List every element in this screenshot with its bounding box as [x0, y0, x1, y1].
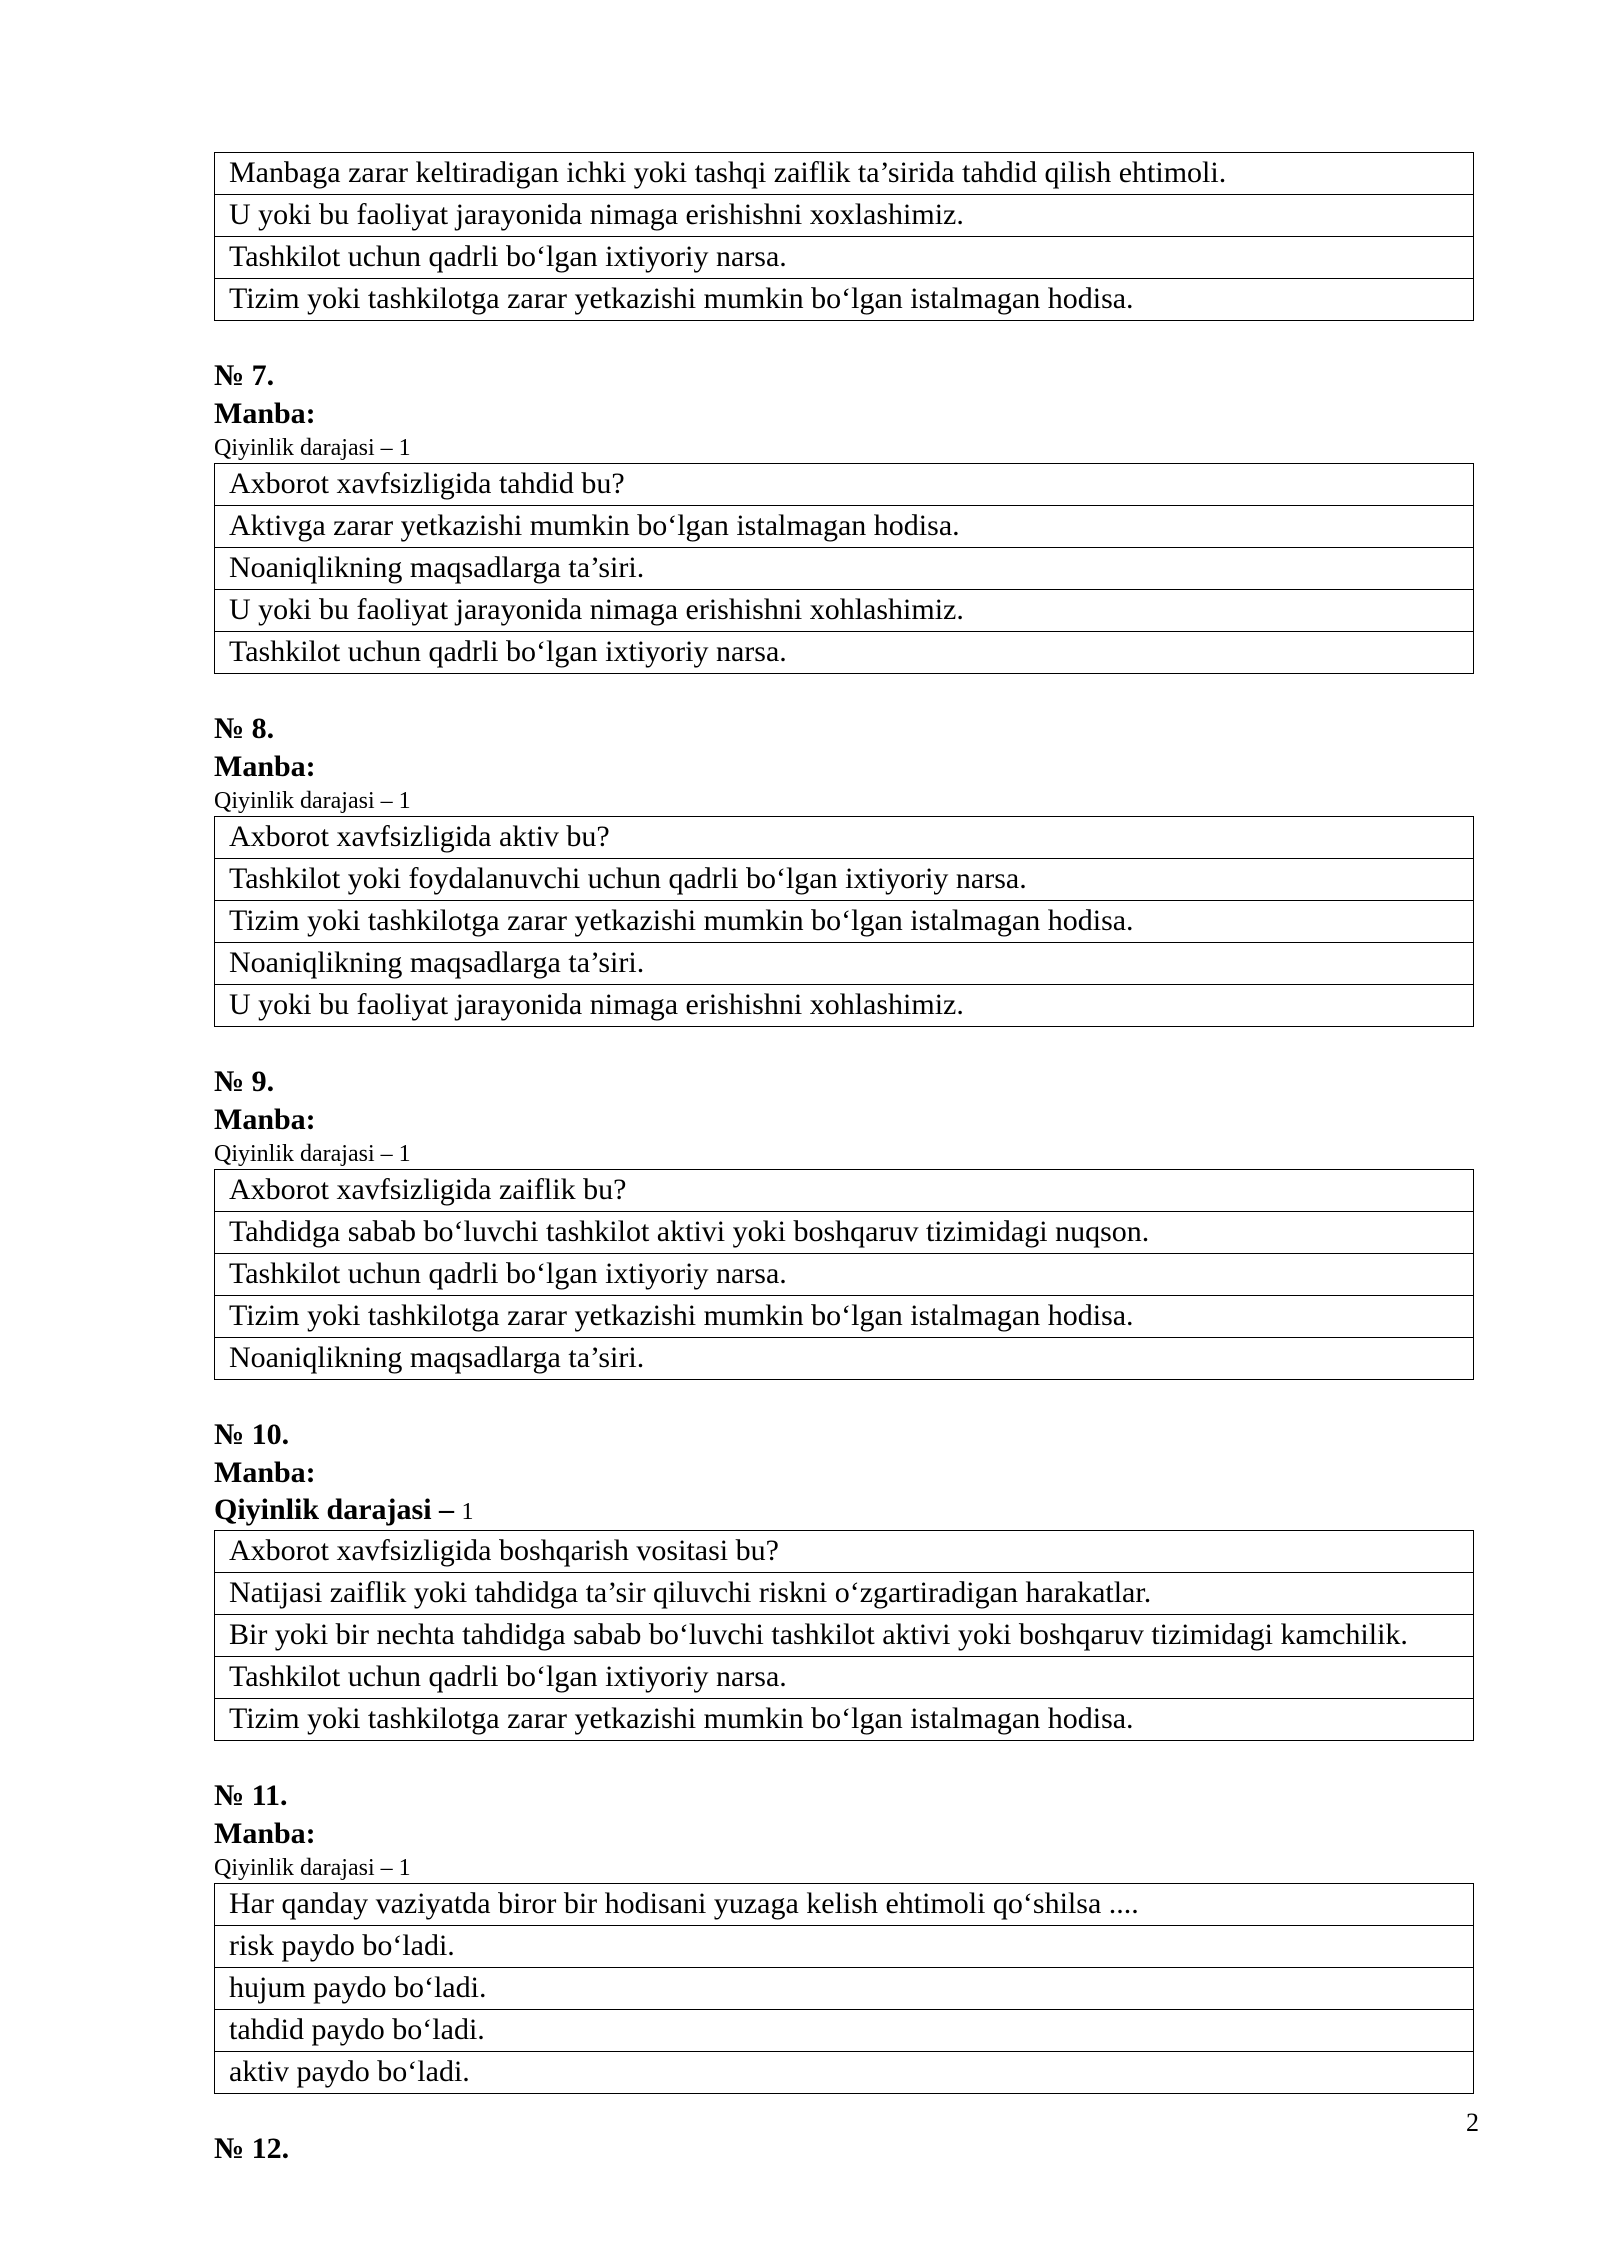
answer-table [214, 463, 1474, 674]
answer-option: Manbaga zarar keltiradigan ichki yoki tashqi zaiflik ta’sirida tahdid qilish ehtimoli. [215, 153, 1474, 195]
difficulty-value: 1 [398, 788, 411, 814]
question-number: № 10. [214, 1418, 290, 1451]
answer-table-prev [214, 152, 1474, 321]
table-row [215, 506, 1474, 548]
question-text: Axborot xavfsizligida tahdid bu? [215, 464, 1474, 506]
table-row [215, 859, 1474, 901]
table-row [215, 1296, 1474, 1338]
table-row [215, 548, 1474, 590]
difficulty-level [214, 1139, 1474, 1169]
difficulty-value: 1 [461, 1499, 474, 1525]
answer-table [214, 816, 1474, 1027]
answer-option: Tizim yoki tashkilotga zarar yetkazishi mumkin bo‘lgan istalmagan hodisa. [215, 1296, 1474, 1338]
answer-option: Tashkilot uchun qadrli bo‘lgan ixtiyoriy narsa. [215, 632, 1474, 674]
question-11 [214, 1777, 1474, 2094]
answer-table [214, 1883, 1474, 2094]
answer-option: hujum paydo bo‘ladi. [215, 1968, 1474, 2010]
table-row [215, 1884, 1474, 1926]
table-row [215, 1657, 1474, 1699]
answer-option: U yoki bu faoliyat jarayonida nimaga erishishni xoxlashimiz. [215, 195, 1474, 237]
difficulty-label: Qiyinlik darajasi – [214, 1141, 393, 1167]
question-number: № 7. [214, 359, 275, 392]
answer-option: U yoki bu faoliyat jarayonida nimaga erishishni xohlashimiz. [215, 590, 1474, 632]
difficulty-level [214, 1492, 1474, 1530]
question-8 [214, 710, 1474, 1027]
answer-option: Natijasi zaiflik yoki tahdidga ta’sir qiluvchi riskni o‘zgartiradigan harakatlar. [215, 1573, 1474, 1615]
table-row [215, 817, 1474, 859]
table-row [215, 195, 1474, 237]
question-source: Manba: [214, 397, 316, 430]
question-9 [214, 1063, 1474, 1380]
table-row [215, 985, 1474, 1027]
difficulty-level [214, 786, 1474, 816]
table-row [215, 1926, 1474, 1968]
table-row [215, 2052, 1474, 2094]
answer-option: tahdid paydo bo‘ladi. [215, 2010, 1474, 2052]
answer-option: U yoki bu faoliyat jarayonida nimaga erishishni xohlashimiz. [215, 985, 1474, 1027]
question-text: Har qanday vaziyatda biror bir hodisani yuzaga kelish ehtimoli qo‘shilsa .... [215, 1884, 1474, 1926]
table-row [215, 237, 1474, 279]
answer-option: Bir yoki bir nechta tahdidga sabab bo‘luvchi tashkilot aktivi yoki boshqaruv tizimidagi kamchilik. [215, 1615, 1474, 1657]
answer-option: Noaniqlikning maqsadlarga ta’siri. [215, 548, 1474, 590]
question-number: № 12. [214, 2132, 290, 2165]
table-row [215, 632, 1474, 674]
table-row [215, 1212, 1474, 1254]
question-source: Manba: [214, 750, 316, 783]
difficulty-label: Qiyinlik darajasi – [214, 788, 393, 814]
answer-option: risk paydo bo‘ladi. [215, 1926, 1474, 1968]
difficulty-label: Qiyinlik darajasi – [214, 1855, 393, 1881]
answer-option: Aktivga zarar yetkazishi mumkin bo‘lgan istalmagan hodisa. [215, 506, 1474, 548]
question-text: Axborot xavfsizligida aktiv bu? [215, 817, 1474, 859]
table-row [215, 2010, 1474, 2052]
difficulty-value: 1 [398, 435, 411, 461]
answer-option: Tashkilot uchun qadrli bo‘lgan ixtiyoriy narsa. [215, 1657, 1474, 1699]
table-row [215, 1968, 1474, 2010]
question-7 [214, 357, 1474, 674]
table-row [215, 1254, 1474, 1296]
question-number: № 11. [214, 1779, 288, 1812]
answer-option: Tizim yoki tashkilotga zarar yetkazishi mumkin bo‘lgan istalmagan hodisa. [215, 901, 1474, 943]
table-row [215, 1699, 1474, 1741]
question-10 [214, 1416, 1474, 1741]
table-row [215, 943, 1474, 985]
answer-option: Tashkilot yoki foydalanuvchi uchun qadrli bo‘lgan ixtiyoriy narsa. [215, 859, 1474, 901]
question-text: Axborot xavfsizligida zaiflik bu? [215, 1170, 1474, 1212]
answer-table [214, 1169, 1474, 1380]
answer-option: aktiv paydo bo‘ladi. [215, 2052, 1474, 2094]
table-row [215, 1531, 1474, 1573]
table-row [215, 279, 1474, 321]
table-row [215, 901, 1474, 943]
table-row [215, 590, 1474, 632]
difficulty-value: 1 [398, 1855, 411, 1881]
table-row [215, 153, 1474, 195]
difficulty-level [214, 1853, 1474, 1883]
question-source: Manba: [214, 1103, 316, 1136]
question-number: № 9. [214, 1065, 275, 1098]
difficulty-level [214, 433, 1474, 463]
difficulty-label: Qiyinlik darajasi – [214, 1493, 455, 1526]
answer-option: Noaniqlikning maqsadlarga ta’siri. [215, 1338, 1474, 1380]
answer-option: Tizim yoki tashkilotga zarar yetkazishi mumkin bo‘lgan istalmagan hodisa. [215, 279, 1474, 321]
table-row [215, 464, 1474, 506]
answer-table [214, 1530, 1474, 1741]
page-number: 2 [1466, 2108, 1479, 2137]
difficulty-label: Qiyinlik darajasi – [214, 435, 393, 461]
difficulty-value: 1 [398, 1141, 411, 1167]
question-number: № 8. [214, 712, 275, 745]
answer-option: Tahdidga sabab bo‘luvchi tashkilot aktivi yoki boshqaruv tizimidagi nuqson. [215, 1212, 1474, 1254]
table-row [215, 1573, 1474, 1615]
answer-option: Tashkilot uchun qadrli bo‘lgan ixtiyoriy narsa. [215, 1254, 1474, 1296]
answer-option: Tashkilot uchun qadrli bo‘lgan ixtiyoriy narsa. [215, 237, 1474, 279]
question-12 [214, 2130, 1474, 2168]
answer-option: Noaniqlikning maqsadlarga ta’siri. [215, 943, 1474, 985]
table-row [215, 1170, 1474, 1212]
question-text: Axborot xavfsizligida boshqarish vositasi bu? [215, 1531, 1474, 1573]
question-source: Manba: [214, 1456, 316, 1489]
answer-option: Tizim yoki tashkilotga zarar yetkazishi mumkin bo‘lgan istalmagan hodisa. [215, 1699, 1474, 1741]
table-row [215, 1615, 1474, 1657]
question-source: Manba: [214, 1817, 316, 1850]
page-content [214, 152, 1474, 2168]
table-row [215, 1338, 1474, 1380]
